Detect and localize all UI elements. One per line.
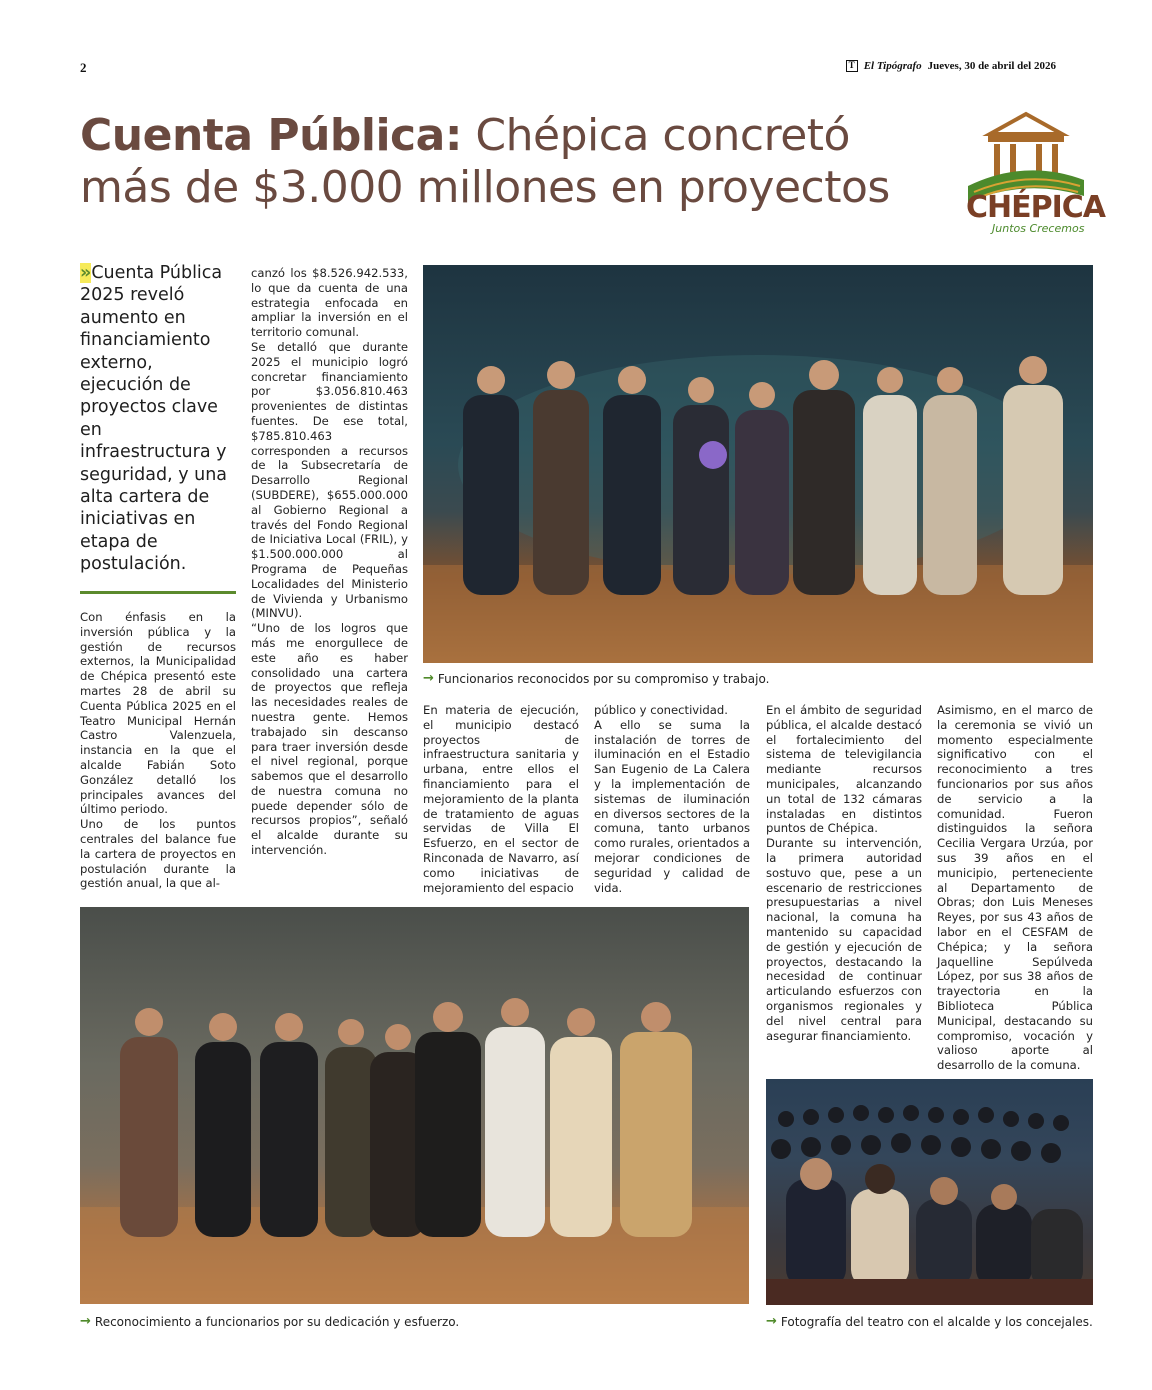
article-column-6 (937, 703, 1093, 1073)
paragraph: Uno de los puntos centrales del balance fue la cartera de proyectos en postulación durante la gestión anual, la que al- (80, 817, 236, 891)
photo-2-figures (80, 907, 749, 1304)
masthead (846, 60, 1056, 72)
paragraph: Asimismo, en el marco de la ceremonia se vivió un momento especialmente significativo con el reconocimiento a tres funcionarios por sus años de servicio a la comunidad. Fueron distinguidos la señora Cecilia Vergara Urzúa, por sus 39 años en el municipio, perteneciente al Departamento de Obras; don Luis Meneses Reyes, por sus 43 años de labor en el CESFAM de Chépica; y la señora Jaquelline Sepúlveda López, por sus 38 años de trayectoria en la Biblioteca Pública Municipal, destacando su compromiso, vocación y valioso aporte al desarrollo de la comuna. (937, 703, 1093, 1073)
photo-theater-audience (766, 1079, 1093, 1305)
paragraph: A ello se suma la instalación de torres de iluminación en el Estadio San Eugenio de La Calera y la implementación de sistemas de iluminación en diversos sectores de la comuna, tanto urbanos como rurales, orientados a mejorar condiciones de seguridad y calidad de vida. (594, 717, 750, 895)
article-column-4 (594, 703, 750, 895)
article-column-1 (80, 610, 236, 891)
paragraph: público y conectividad. (594, 703, 728, 717)
newspaper-logo-icon: T (846, 60, 858, 72)
arrow-right-icon: → (766, 1314, 777, 1329)
photo-1-figures (423, 265, 1093, 663)
lede-text: Cuenta Pública 2025 reveló aumento en financiamiento externo, ejecución de proyectos clave en infraestructura y seguridad, y una alta cartera de iniciativas en etapa de postulación. (80, 263, 228, 575)
caption-text: Funcionarios reconocidos por su compromiso y trabajo. (437, 671, 770, 686)
paragraph: Con énfasis en la inversión pública y la gestión de recursos externos, la Municipalidad de Chépica presentó este martes 28 de abril su Cuenta Pública 2025 en el Teatro Municipal Hernán Castro Valenzuela, instancia en la que el alcalde Fabián Soto González detalló los principales avances del último periodo. (80, 610, 236, 817)
caption-text: Fotografía del teatro con el alcalde y los concejales. (780, 1314, 1093, 1329)
article-column-2 (251, 266, 408, 858)
headline-line2: más de $3.000 millones en proyectos (80, 162, 890, 213)
arrow-right-icon: → (80, 1314, 91, 1329)
lede-divider (80, 591, 236, 594)
headline (80, 110, 940, 214)
caption-photo-2 (80, 1314, 459, 1329)
headline-line1: Chépica concretó (461, 110, 850, 161)
paragraph: Durante su intervención, la primera autoridad sostuvo que, pese a un escenario de restricciones presupuestarias a nivel nacional, la comuna ha mantenido su capacidad de gestión y ejecución de proyectos, destacando la necesidad de continuar articulando esfuerzos con organismos regionales y del nivel central para asegurar financiamiento. (766, 836, 922, 1043)
lede-marker: » (80, 263, 92, 283)
arrow-right-icon: → (423, 671, 434, 686)
caption-text: Reconocimiento a funcionarios por su dedicación y esfuerzo. (94, 1314, 460, 1329)
caption-photo-3 (766, 1314, 1093, 1329)
photo-staff-dedication (80, 907, 749, 1304)
publication-name: El Tipógrafo (863, 60, 922, 72)
paragraph: En materia de ejecución, el municipio destacó proyectos de infraestructura sanitaria y urbana, entre ellos el financiamiento para el mejoramiento de la planta de tratamiento de aguas servidas de Villa El Esfuerzo, en el sector de Rinconada de Navarro, así como iniciativas de mejoramiento del espacio (423, 703, 579, 895)
paragraph: Se detalló que durante 2025 el municipio logró concretar financiamiento por $3.056.810.463 provenientes de distintas fuentes. De ese total, $785.810.463 corresponden a recursos de la Subsecretaría de Desarrollo Regional (SUBDERE), $655.000.000 al Gobierno Regional a través del Fondo Regional de Iniciativa Local (FRIL), y $1.500.000.000 al Programa de Pequeñas Localidades del Ministerio de Vivienda y Urbanismo (MINVU). (251, 339, 408, 621)
page-number: 2 (80, 60, 87, 75)
chepica-logo (960, 106, 1106, 242)
headline-lead: Cuenta Pública: (80, 110, 462, 161)
lede (80, 262, 236, 576)
article-column-3 (423, 703, 579, 895)
issue-date: Jueves, 30 de abril del 2026 (927, 60, 1056, 72)
logo-wordmark: CHÉPICA (966, 190, 1106, 225)
photo-3-audience (766, 1079, 1093, 1305)
article-column-5 (766, 703, 922, 1043)
paragraph: “Uno de los logros que más me enorgullece de este año es haber consolidado una cartera de proyectos que refleja las necesidades reales de nuestra gente. Hemos trabajado sin descanso para traer inversión desde el nivel regional, porque sabemos que el desarrollo de nuestra comuna no puede depender sólo de recursos propios”, señaló el alcalde durante su intervención. (251, 621, 408, 858)
logo-tagline: Juntos Crecemos (992, 222, 1085, 235)
paragraph: En el ámbito de seguridad pública, el alcalde destacó el fortalecimiento del sistema de televigilancia mediante recursos municipales, alcanzando un total de 132 cámaras instaladas en distintos puntos de Chépica. (766, 703, 922, 836)
paragraph: canzó los $8.526.942.533, lo que da cuenta de una estrategia enfocada en ampliar la inversión en el territorio comunal. (251, 266, 408, 340)
photo-staff-recognition (423, 265, 1093, 663)
caption-photo-1 (423, 671, 769, 686)
